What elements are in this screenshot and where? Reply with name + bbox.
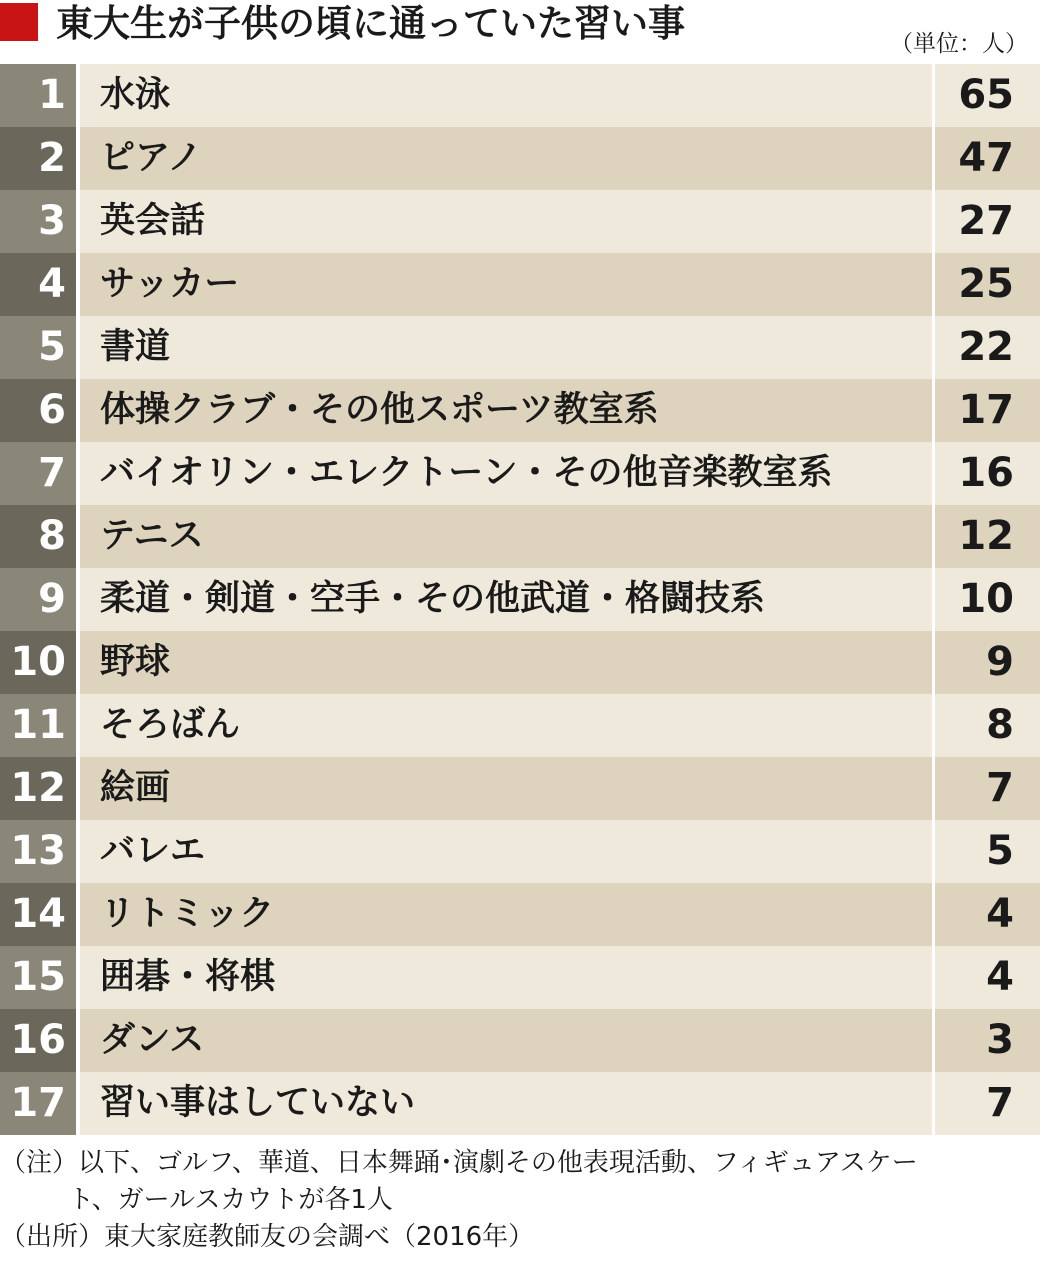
table-row bbox=[0, 190, 1040, 253]
count-value-cell: 22 bbox=[935, 316, 1040, 379]
activity-name-cell: 野球 bbox=[80, 631, 932, 694]
table-row bbox=[0, 946, 1040, 1009]
source-line: （出所）東大家庭教師友の会調べ（2016年） bbox=[0, 1222, 535, 1252]
table-row bbox=[0, 64, 1040, 127]
count-value-cell: 47 bbox=[935, 127, 1040, 190]
rank-cell: 8 bbox=[0, 505, 76, 568]
page-title: 東大生が子供の頃に通っていた習い事 bbox=[56, 2, 685, 45]
rank-cell: 2 bbox=[0, 127, 76, 190]
rank-cell: 7 bbox=[0, 442, 76, 505]
table-row bbox=[0, 505, 1040, 568]
table-row bbox=[0, 757, 1040, 820]
rank-cell: 9 bbox=[0, 568, 76, 631]
count-value-cell: 65 bbox=[935, 64, 1040, 127]
count-value-cell: 8 bbox=[935, 694, 1040, 757]
table-row bbox=[0, 694, 1040, 757]
activity-name-cell: 水泳 bbox=[80, 64, 932, 127]
count-value-cell: 10 bbox=[935, 568, 1040, 631]
activity-name-cell: ピアノ bbox=[80, 127, 932, 190]
count-value-cell: 4 bbox=[935, 883, 1040, 946]
note-line-1: （注）以下、ゴルフ、華道、日本舞踊･演劇その他表現活動、フィギュアスケー bbox=[0, 1148, 918, 1178]
table-row bbox=[0, 1009, 1040, 1072]
rank-cell: 16 bbox=[0, 1009, 76, 1072]
table-row bbox=[0, 883, 1040, 946]
activity-name-cell: バレエ bbox=[80, 820, 932, 883]
table-row bbox=[0, 568, 1040, 631]
title-marker-square bbox=[0, 3, 38, 41]
rank-cell: 13 bbox=[0, 820, 76, 883]
activity-name-cell: 英会話 bbox=[80, 190, 932, 253]
unit-label: （単位：人） bbox=[890, 31, 1028, 57]
header bbox=[0, 0, 1040, 64]
table-row bbox=[0, 316, 1040, 379]
activity-name-cell: 書道 bbox=[80, 316, 932, 379]
count-value-cell: 12 bbox=[935, 505, 1040, 568]
table-row bbox=[0, 379, 1040, 442]
count-value-cell: 4 bbox=[935, 946, 1040, 1009]
ranking-table bbox=[0, 64, 1040, 1135]
activity-name-cell: 体操クラブ・その他スポーツ教室系 bbox=[80, 379, 932, 442]
rank-cell: 15 bbox=[0, 946, 76, 1009]
rank-cell: 17 bbox=[0, 1072, 76, 1135]
count-value-cell: 9 bbox=[935, 631, 1040, 694]
note-line-2: ト、ガールスカウトが各1人 bbox=[68, 1185, 393, 1215]
table-row bbox=[0, 127, 1040, 190]
activity-name-cell: そろばん bbox=[80, 694, 932, 757]
table-row bbox=[0, 631, 1040, 694]
activity-name-cell: バイオリン・エレクトーン・その他音楽教室系 bbox=[80, 442, 932, 505]
table-row bbox=[0, 253, 1040, 316]
table-row bbox=[0, 442, 1040, 505]
activity-name-cell: テニス bbox=[80, 505, 932, 568]
activity-name-cell: 習い事はしていない bbox=[80, 1072, 932, 1135]
rank-cell: 6 bbox=[0, 379, 76, 442]
table-row bbox=[0, 1072, 1040, 1135]
notes bbox=[0, 1145, 1040, 1256]
count-value-cell: 7 bbox=[935, 757, 1040, 820]
count-value-cell: 3 bbox=[935, 1009, 1040, 1072]
table-row bbox=[0, 820, 1040, 883]
rank-cell: 14 bbox=[0, 883, 76, 946]
activity-name-cell: ダンス bbox=[80, 1009, 932, 1072]
activity-name-cell: 柔道・剣道・空手・その他武道・格闘技系 bbox=[80, 568, 932, 631]
count-value-cell: 27 bbox=[935, 190, 1040, 253]
rank-cell: 3 bbox=[0, 190, 76, 253]
activity-name-cell: 囲碁・将棋 bbox=[80, 946, 932, 1009]
count-value-cell: 16 bbox=[935, 442, 1040, 505]
count-value-cell: 7 bbox=[935, 1072, 1040, 1135]
rank-cell: 4 bbox=[0, 253, 76, 316]
activity-name-cell: 絵画 bbox=[80, 757, 932, 820]
activity-name-cell: リトミック bbox=[80, 883, 932, 946]
count-value-cell: 5 bbox=[935, 820, 1040, 883]
count-value-cell: 17 bbox=[935, 379, 1040, 442]
rank-cell: 1 bbox=[0, 64, 76, 127]
rank-cell: 5 bbox=[0, 316, 76, 379]
activity-name-cell: サッカー bbox=[80, 253, 932, 316]
rank-cell: 11 bbox=[0, 694, 76, 757]
count-value-cell: 25 bbox=[935, 253, 1040, 316]
rank-cell: 12 bbox=[0, 757, 76, 820]
rank-cell: 10 bbox=[0, 631, 76, 694]
